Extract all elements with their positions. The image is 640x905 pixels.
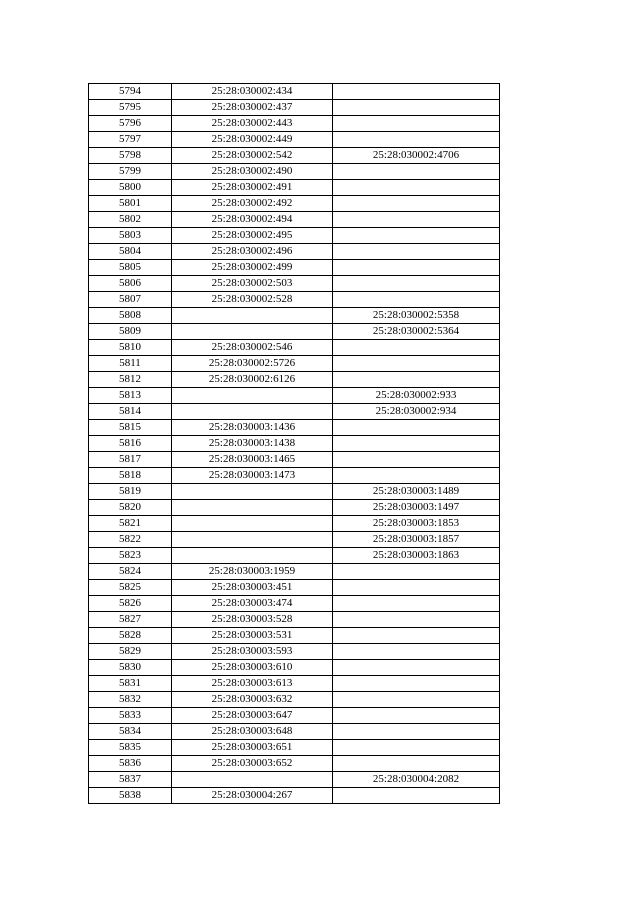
cadastral-number-cell: 25:28:030002:528 <box>172 292 333 308</box>
linked-cadastral-number-cell: 25:28:030002:4706 <box>333 148 500 164</box>
linked-cadastral-number-cell <box>333 676 500 692</box>
table-row <box>89 580 500 596</box>
cadastral-number-cell <box>172 324 333 340</box>
cadastral-number-cell: 25:28:030002:542 <box>172 148 333 164</box>
table-row <box>89 404 500 420</box>
row-number-cell: 5805 <box>89 260 172 276</box>
cadastral-number-cell: 25:28:030002:443 <box>172 116 333 132</box>
table-row <box>89 132 500 148</box>
row-number-cell: 5815 <box>89 420 172 436</box>
table-row <box>89 756 500 772</box>
table-row <box>89 484 500 500</box>
linked-cadastral-number-cell <box>333 660 500 676</box>
linked-cadastral-number-cell: 25:28:030002:5364 <box>333 324 500 340</box>
table-row <box>89 244 500 260</box>
row-number-cell: 5809 <box>89 324 172 340</box>
cadastral-number-cell: 25:28:030003:451 <box>172 580 333 596</box>
linked-cadastral-number-cell <box>333 788 500 804</box>
linked-cadastral-number-cell <box>333 180 500 196</box>
table-row <box>89 612 500 628</box>
table-row <box>89 260 500 276</box>
linked-cadastral-number-cell <box>333 132 500 148</box>
linked-cadastral-number-cell <box>333 372 500 388</box>
cadastral-number-cell: 25:28:030002:499 <box>172 260 333 276</box>
row-number-cell: 5816 <box>89 436 172 452</box>
row-number-cell: 5814 <box>89 404 172 420</box>
row-number-cell: 5818 <box>89 468 172 484</box>
table-row <box>89 692 500 708</box>
row-number-cell: 5820 <box>89 500 172 516</box>
linked-cadastral-number-cell: 25:28:030003:1497 <box>333 500 500 516</box>
linked-cadastral-number-cell <box>333 692 500 708</box>
row-number-cell: 5813 <box>89 388 172 404</box>
cadastral-number-cell: 25:28:030003:648 <box>172 724 333 740</box>
cadastral-number-cell: 25:28:030003:651 <box>172 740 333 756</box>
linked-cadastral-number-cell <box>333 228 500 244</box>
cadastral-number-cell: 25:28:030002:5726 <box>172 356 333 372</box>
linked-cadastral-number-cell <box>333 452 500 468</box>
table-row <box>89 212 500 228</box>
row-number-cell: 5819 <box>89 484 172 500</box>
table-row <box>89 772 500 788</box>
cadastral-number-cell <box>172 772 333 788</box>
cadastral-number-cell <box>172 388 333 404</box>
cadastral-number-cell: 25:28:030002:494 <box>172 212 333 228</box>
table-row <box>89 228 500 244</box>
cadastral-number-cell: 25:28:030002:437 <box>172 100 333 116</box>
linked-cadastral-number-cell <box>333 436 500 452</box>
cadastral-number-cell: 25:28:030003:632 <box>172 692 333 708</box>
table-row <box>89 164 500 180</box>
row-number-cell: 5798 <box>89 148 172 164</box>
table-row <box>89 84 500 100</box>
table-row <box>89 740 500 756</box>
cadastral-number-cell: 25:28:030002:6126 <box>172 372 333 388</box>
table-row <box>89 564 500 580</box>
table-body <box>89 84 500 804</box>
row-number-cell: 5804 <box>89 244 172 260</box>
table-row <box>89 276 500 292</box>
cadastral-number-cell <box>172 548 333 564</box>
row-number-cell: 5834 <box>89 724 172 740</box>
table-row <box>89 500 500 516</box>
table-row <box>89 340 500 356</box>
linked-cadastral-number-cell: 25:28:030004:2082 <box>333 772 500 788</box>
linked-cadastral-number-cell <box>333 628 500 644</box>
linked-cadastral-number-cell <box>333 612 500 628</box>
table-row <box>89 548 500 564</box>
cadastral-number-cell: 25:28:030002:503 <box>172 276 333 292</box>
table-row <box>89 660 500 676</box>
linked-cadastral-number-cell: 25:28:030002:934 <box>333 404 500 420</box>
row-number-cell: 5825 <box>89 580 172 596</box>
row-number-cell: 5796 <box>89 116 172 132</box>
table-row <box>89 532 500 548</box>
row-number-cell: 5829 <box>89 644 172 660</box>
table-row <box>89 452 500 468</box>
table-row <box>89 436 500 452</box>
row-number-cell: 5838 <box>89 788 172 804</box>
table-row <box>89 196 500 212</box>
cadastral-number-cell: 25:28:030003:652 <box>172 756 333 772</box>
row-number-cell: 5794 <box>89 84 172 100</box>
cadastral-number-cell <box>172 516 333 532</box>
linked-cadastral-number-cell: 25:28:030003:1863 <box>333 548 500 564</box>
linked-cadastral-number-cell <box>333 100 500 116</box>
row-number-cell: 5812 <box>89 372 172 388</box>
row-number-cell: 5810 <box>89 340 172 356</box>
row-number-cell: 5827 <box>89 612 172 628</box>
row-number-cell: 5807 <box>89 292 172 308</box>
linked-cadastral-number-cell <box>333 212 500 228</box>
row-number-cell: 5808 <box>89 308 172 324</box>
linked-cadastral-number-cell: 25:28:030002:933 <box>333 388 500 404</box>
cadastral-number-cell: 25:28:030003:1438 <box>172 436 333 452</box>
cadastral-number-cell: 25:28:030004:267 <box>172 788 333 804</box>
linked-cadastral-number-cell <box>333 292 500 308</box>
cadastral-number-cell: 25:28:030003:474 <box>172 596 333 612</box>
table-row <box>89 420 500 436</box>
linked-cadastral-number-cell <box>333 740 500 756</box>
linked-cadastral-number-cell <box>333 340 500 356</box>
linked-cadastral-number-cell <box>333 564 500 580</box>
row-number-cell: 5800 <box>89 180 172 196</box>
row-number-cell: 5837 <box>89 772 172 788</box>
row-number-cell: 5799 <box>89 164 172 180</box>
table-row <box>89 676 500 692</box>
cadastral-number-cell: 25:28:030002:449 <box>172 132 333 148</box>
table-row <box>89 388 500 404</box>
linked-cadastral-number-cell: 25:28:030003:1857 <box>333 532 500 548</box>
row-number-cell: 5833 <box>89 708 172 724</box>
linked-cadastral-number-cell <box>333 644 500 660</box>
row-number-cell: 5822 <box>89 532 172 548</box>
table-row <box>89 116 500 132</box>
cadastral-number-cell <box>172 484 333 500</box>
row-number-cell: 5826 <box>89 596 172 612</box>
linked-cadastral-number-cell <box>333 468 500 484</box>
cadastral-number-cell <box>172 404 333 420</box>
cadastral-number-cell: 25:28:030002:490 <box>172 164 333 180</box>
linked-cadastral-number-cell <box>333 580 500 596</box>
cadastral-number-cell: 25:28:030003:593 <box>172 644 333 660</box>
cadastral-number-cell <box>172 532 333 548</box>
table-row <box>89 628 500 644</box>
row-number-cell: 5836 <box>89 756 172 772</box>
cadastral-number-cell: 25:28:030003:1473 <box>172 468 333 484</box>
row-number-cell: 5821 <box>89 516 172 532</box>
linked-cadastral-number-cell <box>333 164 500 180</box>
linked-cadastral-number-cell <box>333 420 500 436</box>
row-number-cell: 5797 <box>89 132 172 148</box>
row-number-cell: 5824 <box>89 564 172 580</box>
cadastral-number-cell: 25:28:030002:491 <box>172 180 333 196</box>
table-row <box>89 788 500 804</box>
row-number-cell: 5801 <box>89 196 172 212</box>
linked-cadastral-number-cell <box>333 196 500 212</box>
table-row <box>89 596 500 612</box>
row-number-cell: 5835 <box>89 740 172 756</box>
cadastral-number-cell: 25:28:030003:531 <box>172 628 333 644</box>
linked-cadastral-number-cell <box>333 756 500 772</box>
row-number-cell: 5795 <box>89 100 172 116</box>
cadastral-table <box>88 83 500 804</box>
table-row <box>89 148 500 164</box>
row-number-cell: 5823 <box>89 548 172 564</box>
table-row <box>89 100 500 116</box>
table-row <box>89 516 500 532</box>
cadastral-number-cell: 25:28:030003:647 <box>172 708 333 724</box>
table-row <box>89 180 500 196</box>
linked-cadastral-number-cell <box>333 708 500 724</box>
linked-cadastral-number-cell <box>333 276 500 292</box>
cadastral-number-cell: 25:28:030003:613 <box>172 676 333 692</box>
linked-cadastral-number-cell: 25:28:030003:1853 <box>333 516 500 532</box>
row-number-cell: 5803 <box>89 228 172 244</box>
table-row <box>89 644 500 660</box>
cadastral-number-cell <box>172 308 333 324</box>
cadastral-number-cell: 25:28:030002:492 <box>172 196 333 212</box>
cadastral-number-cell: 25:28:030003:610 <box>172 660 333 676</box>
cadastral-number-cell <box>172 500 333 516</box>
row-number-cell: 5806 <box>89 276 172 292</box>
row-number-cell: 5831 <box>89 676 172 692</box>
table-row <box>89 372 500 388</box>
table-row <box>89 308 500 324</box>
table-row <box>89 724 500 740</box>
cadastral-number-cell: 25:28:030003:1436 <box>172 420 333 436</box>
cadastral-number-cell: 25:28:030002:434 <box>172 84 333 100</box>
linked-cadastral-number-cell: 25:28:030003:1489 <box>333 484 500 500</box>
linked-cadastral-number-cell <box>333 260 500 276</box>
table-row <box>89 324 500 340</box>
cadastral-number-cell: 25:28:030003:1465 <box>172 452 333 468</box>
row-number-cell: 5802 <box>89 212 172 228</box>
table-row <box>89 468 500 484</box>
cadastral-number-cell: 25:28:030003:528 <box>172 612 333 628</box>
linked-cadastral-number-cell: 25:28:030002:5358 <box>333 308 500 324</box>
cadastral-number-cell: 25:28:030003:1959 <box>172 564 333 580</box>
cadastral-number-cell: 25:28:030002:496 <box>172 244 333 260</box>
table-row <box>89 708 500 724</box>
row-number-cell: 5811 <box>89 356 172 372</box>
linked-cadastral-number-cell <box>333 356 500 372</box>
row-number-cell: 5830 <box>89 660 172 676</box>
row-number-cell: 5828 <box>89 628 172 644</box>
cadastral-number-cell: 25:28:030002:546 <box>172 340 333 356</box>
row-number-cell: 5817 <box>89 452 172 468</box>
linked-cadastral-number-cell <box>333 116 500 132</box>
row-number-cell: 5832 <box>89 692 172 708</box>
linked-cadastral-number-cell <box>333 244 500 260</box>
linked-cadastral-number-cell <box>333 596 500 612</box>
table-row <box>89 356 500 372</box>
cadastral-number-cell: 25:28:030002:495 <box>172 228 333 244</box>
linked-cadastral-number-cell <box>333 724 500 740</box>
linked-cadastral-number-cell <box>333 84 500 100</box>
table-row <box>89 292 500 308</box>
